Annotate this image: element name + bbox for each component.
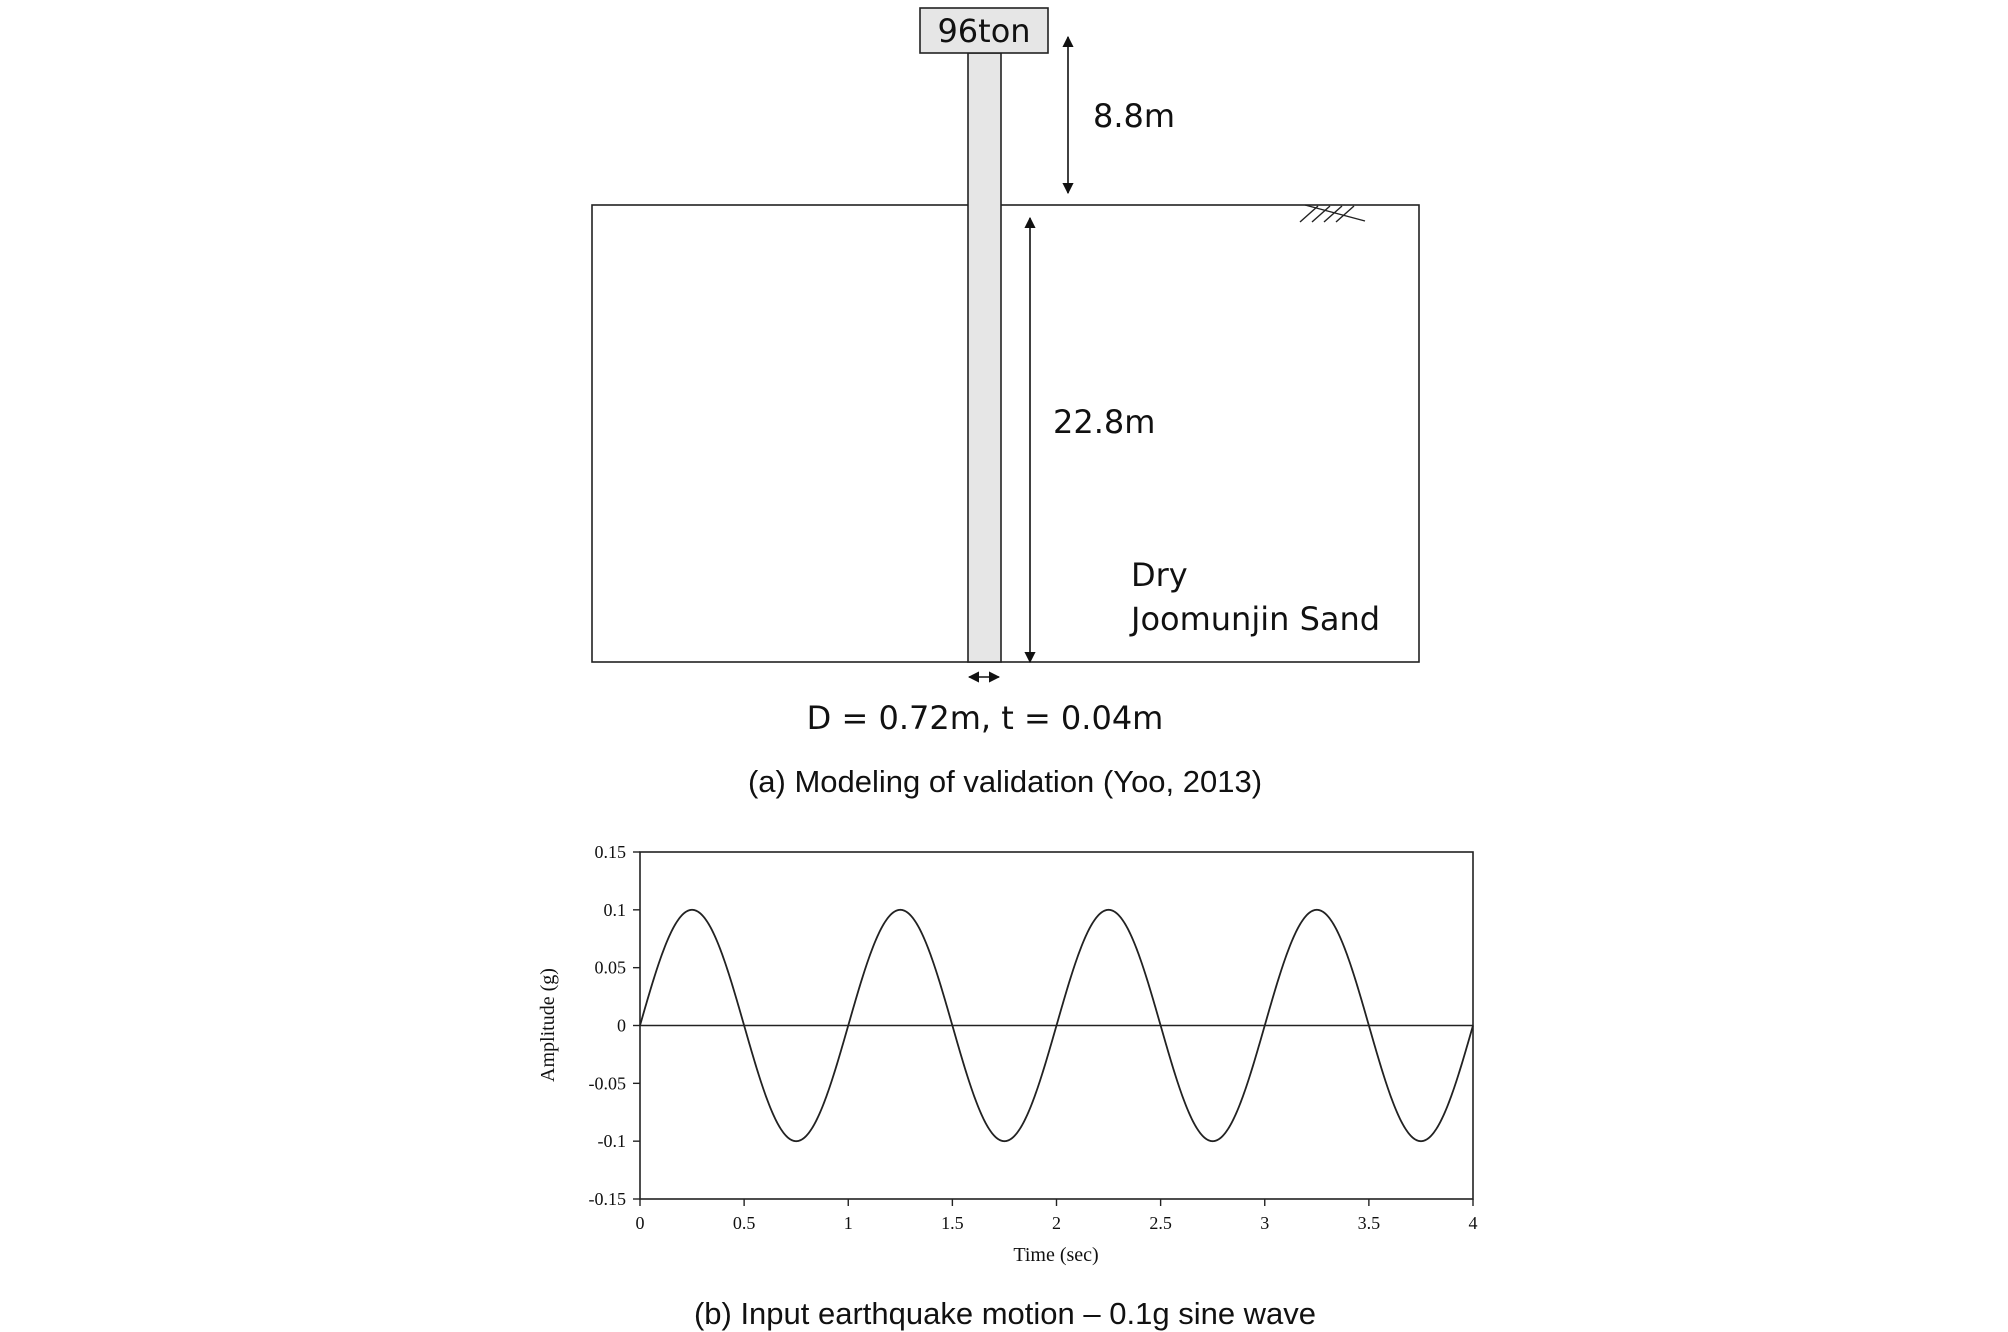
x-tick-label: 2: [1052, 1213, 1061, 1233]
pile: [968, 53, 1001, 662]
y-tick-label: -0.1: [597, 1131, 626, 1152]
x-tick-label: 3.5: [1357, 1213, 1381, 1233]
x-tick-label: 3: [1260, 1213, 1270, 1233]
y-tick-label: -0.15: [588, 1189, 626, 1209]
x-tick-label: 0: [635, 1213, 645, 1233]
caption-b: (b) Input earthquake motion – 0.1g sine wave: [693, 1296, 1317, 1331]
load-label: 96ton: [937, 12, 1031, 50]
x-axis: [636, 1199, 1478, 1233]
x-tick-label: 2.5: [1149, 1213, 1172, 1233]
x-tick-label: 1: [843, 1213, 853, 1233]
pile-dims-label: D = 0.72m, t = 0.04m: [806, 699, 1164, 737]
y-tick-label: -0.05: [588, 1073, 626, 1094]
x-tick-label: 4: [1468, 1213, 1478, 1233]
y-tick-label: 0.15: [594, 842, 626, 862]
y-axis-label: Amplitude (g): [537, 968, 559, 1082]
soil-box: [592, 205, 1419, 662]
soil-label-line2: Joomunjin Sand: [1131, 600, 1381, 638]
x-tick-label: 1.5: [941, 1213, 964, 1233]
y-tick-label: 0.05: [594, 957, 626, 978]
caption-a: (a) Modeling of validation (Yoo, 2013): [747, 764, 1263, 799]
pile-model-diagram: [592, 8, 1419, 799]
x-tick-label: 0.5: [732, 1213, 756, 1233]
embed-length-label: 22.8m: [1053, 403, 1156, 441]
sine-wave-chart: [537, 842, 1478, 1331]
soil-label-line1: Dry: [1131, 556, 1188, 594]
x-axis-label: Time (sec): [1013, 1244, 1099, 1266]
y-axis: [589, 842, 641, 1209]
y-tick-label: 0.1: [603, 899, 626, 920]
free-length-label: 8.8m: [1093, 97, 1176, 135]
ground-surface-hatch: [1300, 205, 1365, 222]
y-tick-label: 0: [617, 1015, 626, 1036]
